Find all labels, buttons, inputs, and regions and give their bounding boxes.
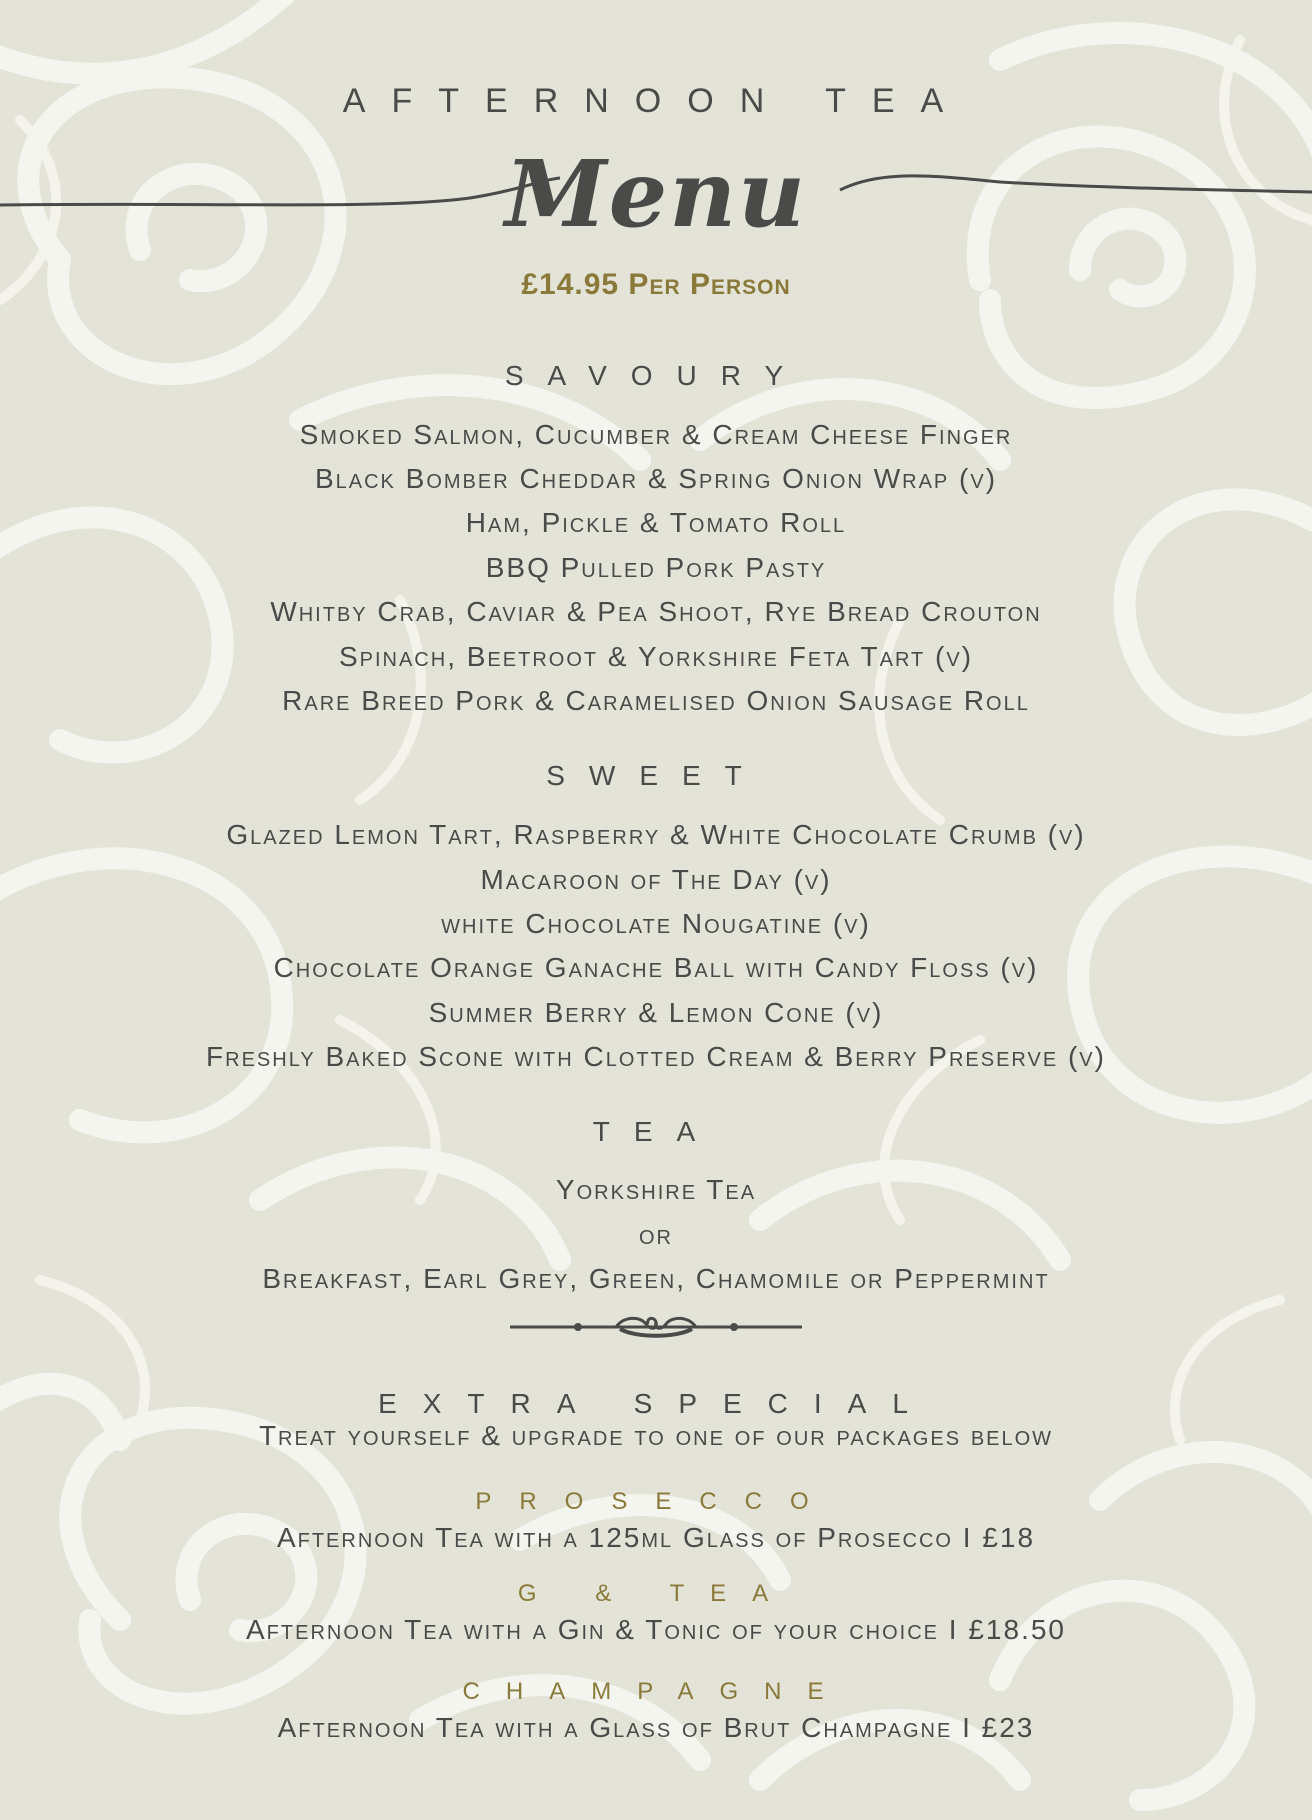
savoury-item: Spinach, Beetroot & Yorkshire Feta Tart (v) [338,641,974,672]
section-heading-extra-special: EXTRA SPECIAL [378,1388,934,1419]
savoury-item: Smoked Salmon, Cucumber & Cream Cheese Finger [299,419,1013,450]
sweet-item: Summer Berry & Lemon Cone (v) [428,997,884,1028]
package-description: Afternoon Tea with a Glass of Brut Champagne I £23 [277,1712,1035,1743]
package-name-champagne: CHAMPAGNE [462,1678,850,1705]
savoury-item: Ham, Pickle & Tomato Roll [465,507,847,538]
package-name-prosecco: PROSECCO [475,1488,837,1515]
package-description: Afternoon Tea with a 125ml Glass of Prosecco I £18 [276,1522,1036,1553]
price-per-person: £14.95 Per Person [521,268,791,301]
tea-item: Breakfast, Earl Grey, Green, Chamomile or Peppermint [262,1263,1050,1294]
tea-item: or [639,1219,673,1250]
extra-special-subheading: Treat yourself & upgrade to one of our packages below [258,1420,1054,1451]
menu-header-title: AFTERNOON TEA [342,82,970,120]
savoury-item: Black Bomber Cheddar & Spring Onion Wrap (v) [314,463,998,494]
package-name-g-and-tea: G & TEA [517,1580,795,1607]
sweet-item: Macaroon of The Day (v) [480,864,832,895]
savoury-item: BBQ Pulled Pork Pasty [485,552,827,583]
section-heading-savoury: SAVOURY [504,360,808,391]
section-heading-sweet: SWEET [546,760,766,791]
ornamental-divider [506,1312,806,1342]
sweet-item: white Chocolate Nougatine (v) [441,908,871,939]
savoury-item: Rare Breed Pork & Caramelised Onion Sausage Roll [282,685,1030,716]
menu-script-title: Menu [504,140,808,248]
sweet-item: Chocolate Orange Ganache Ball with Candy Floss (v) [273,952,1039,983]
sweet-item: Freshly Baked Scone with Clotted Cream & Berry Preserve (v) [206,1041,1106,1072]
section-heading-tea: TEA [592,1116,720,1147]
savoury-item: Whitby Crab, Caviar & Pea Shoot, Rye Bread Crouton [270,596,1042,627]
sweet-item: Glazed Lemon Tart, Raspberry & White Chocolate Crumb (v) [226,819,1086,850]
tea-item: Yorkshire Tea [555,1174,757,1205]
package-description: Afternoon Tea with a Gin & Tonic of your choice I £18.50 [246,1614,1066,1645]
